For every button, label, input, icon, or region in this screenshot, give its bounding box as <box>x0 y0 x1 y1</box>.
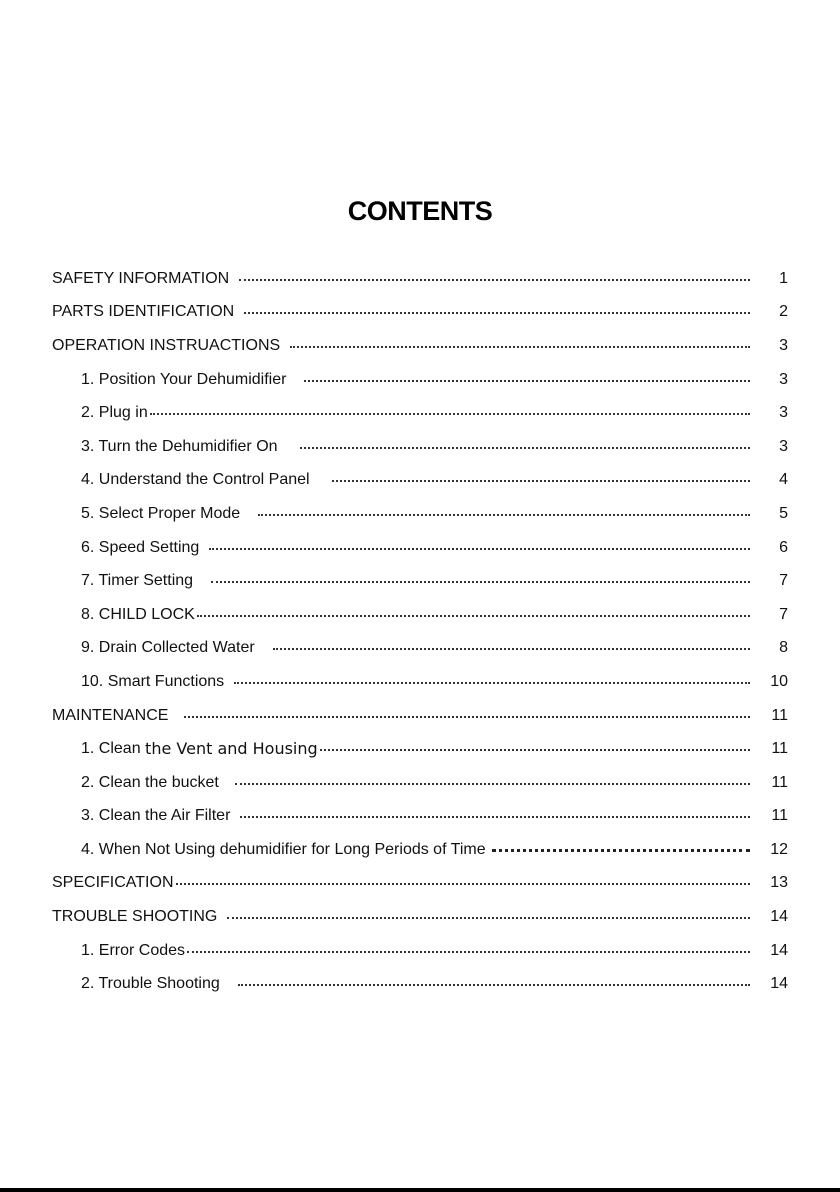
toc-entry-operation-instructions[interactable] <box>0 329 840 363</box>
dot-leader <box>227 917 750 919</box>
dot-leader <box>300 447 750 449</box>
toc-entry-label: 3. Clean the Air Filter <box>81 807 231 825</box>
toc-page-number: 11 <box>771 706 788 724</box>
toc-entry-smart-functions[interactable] <box>0 665 840 699</box>
toc-entry-select-mode[interactable] <box>0 497 840 531</box>
toc-entry-label: OPERATION INSTRUACTIONS <box>52 336 281 354</box>
toc-entry-label: 2. Trouble Shooting <box>81 975 220 993</box>
dot-leader <box>184 716 750 718</box>
toc-entry-position-dehumidifier[interactable] <box>0 363 840 397</box>
toc-page-number: 7 <box>779 572 788 590</box>
toc-entry-label: 3. Turn the Dehumidifier On <box>81 437 278 455</box>
dot-leader <box>176 883 751 885</box>
toc-entry-trouble-shooting[interactable] <box>0 900 840 934</box>
toc-entry-label: 9. Drain Collected Water <box>81 639 255 657</box>
toc-page-number: 4 <box>779 471 788 489</box>
toc-page-number: 3 <box>779 370 788 388</box>
dot-leader <box>238 984 750 986</box>
toc-page-number: 6 <box>779 538 788 556</box>
toc-entry-timer-setting[interactable] <box>0 564 840 598</box>
toc-entry-label: 4. Understand the Control Panel <box>81 471 310 489</box>
dot-leader <box>234 682 750 684</box>
toc-entry-trouble-shooting-sub[interactable] <box>0 967 840 1001</box>
toc-page-number: 8 <box>779 639 788 657</box>
toc-entry-child-lock[interactable] <box>0 598 840 632</box>
toc-page-number: 11 <box>771 740 788 758</box>
toc-entry-parts-identification[interactable] <box>0 296 840 330</box>
toc-entry-label: SAFETY INFORMATION <box>52 269 230 287</box>
dot-leader <box>304 380 750 382</box>
dot-leader <box>239 279 750 281</box>
toc-entry-label: 10. Smart Functions <box>81 672 225 690</box>
toc-entry-clean-vent-housing[interactable] <box>0 732 840 766</box>
page-bottom-rule <box>0 1188 840 1192</box>
toc-entry-label: 6. Speed Setting <box>81 538 200 556</box>
toc-entry-label: 2. Plug in <box>81 404 148 422</box>
toc-entry-label: 1. Position Your Dehumidifier <box>81 370 287 388</box>
toc-page-number: 1 <box>779 269 788 287</box>
toc-page-number: 14 <box>770 975 788 993</box>
toc-entry-label: 8. CHILD LOCK <box>81 605 195 623</box>
toc-entry-turn-on[interactable] <box>0 430 840 464</box>
toc-page-number: 3 <box>779 437 788 455</box>
toc-page-number: 14 <box>770 908 788 926</box>
dot-leader <box>235 783 750 785</box>
dot-leader <box>209 548 750 550</box>
dot-leader <box>273 648 750 650</box>
toc-entry-label: 1. Clean <box>81 740 146 758</box>
toc-page-number: 11 <box>771 773 788 791</box>
page-title: CONTENTS <box>347 196 493 226</box>
toc-page-number: 12 <box>770 840 788 858</box>
dot-leader <box>290 346 750 348</box>
toc-entry-label: 4. When Not Using dehumidifier for Long Periods of Time <box>81 840 486 858</box>
toc-page-number: 11 <box>771 807 788 825</box>
toc-entry-label: MAINTENANCE <box>52 706 169 724</box>
toc-page-number: 10 <box>770 672 788 690</box>
toc-entry-clean-air-filter[interactable] <box>0 800 840 834</box>
dot-leader <box>258 514 750 516</box>
toc-entry-label: SPECIFICATION <box>52 874 174 892</box>
table-of-contents <box>0 262 840 1001</box>
toc-page-number: 3 <box>779 336 788 354</box>
toc-entry-drain-water[interactable] <box>0 632 840 666</box>
toc-entry-speed-setting[interactable] <box>0 531 840 565</box>
dot-leader <box>240 816 750 818</box>
toc-page-number: 2 <box>779 303 788 321</box>
toc-entry-label: 2. Clean the bucket <box>81 773 219 791</box>
dot-leader <box>187 951 750 953</box>
toc-entry-error-codes[interactable] <box>0 934 840 968</box>
dot-leader <box>197 615 750 617</box>
toc-entry-label: 1. Error Codes <box>81 941 186 959</box>
toc-entry-control-panel[interactable] <box>0 464 840 498</box>
toc-entry-label-continued: the Vent and Housing <box>145 739 318 759</box>
dot-leader <box>492 849 750 852</box>
toc-entry-specification[interactable] <box>0 867 840 901</box>
toc-entry-safety-information[interactable] <box>0 262 840 296</box>
toc-page-number: 7 <box>779 605 788 623</box>
toc-entry-label: TROUBLE SHOOTING <box>52 908 218 926</box>
toc-page-number: 14 <box>770 941 788 959</box>
dot-leader <box>332 480 750 482</box>
dot-leader <box>211 581 750 583</box>
toc-page-number: 13 <box>770 874 788 892</box>
dot-leader <box>150 413 750 415</box>
dot-leader <box>320 749 750 751</box>
toc-entry-clean-bucket[interactable] <box>0 766 840 800</box>
toc-entry-label: 5. Select Proper Mode <box>81 504 241 522</box>
toc-page-number: 3 <box>779 404 788 422</box>
toc-entry-label: PARTS IDENTIFICATION <box>52 303 235 321</box>
dot-leader <box>244 312 750 314</box>
toc-entry-long-periods[interactable] <box>0 833 840 867</box>
toc-page-number: 5 <box>779 504 788 522</box>
toc-entry-plug-in[interactable] <box>0 396 840 430</box>
toc-entry-maintenance[interactable] <box>0 699 840 733</box>
toc-entry-label: 7. Timer Setting <box>81 572 194 590</box>
